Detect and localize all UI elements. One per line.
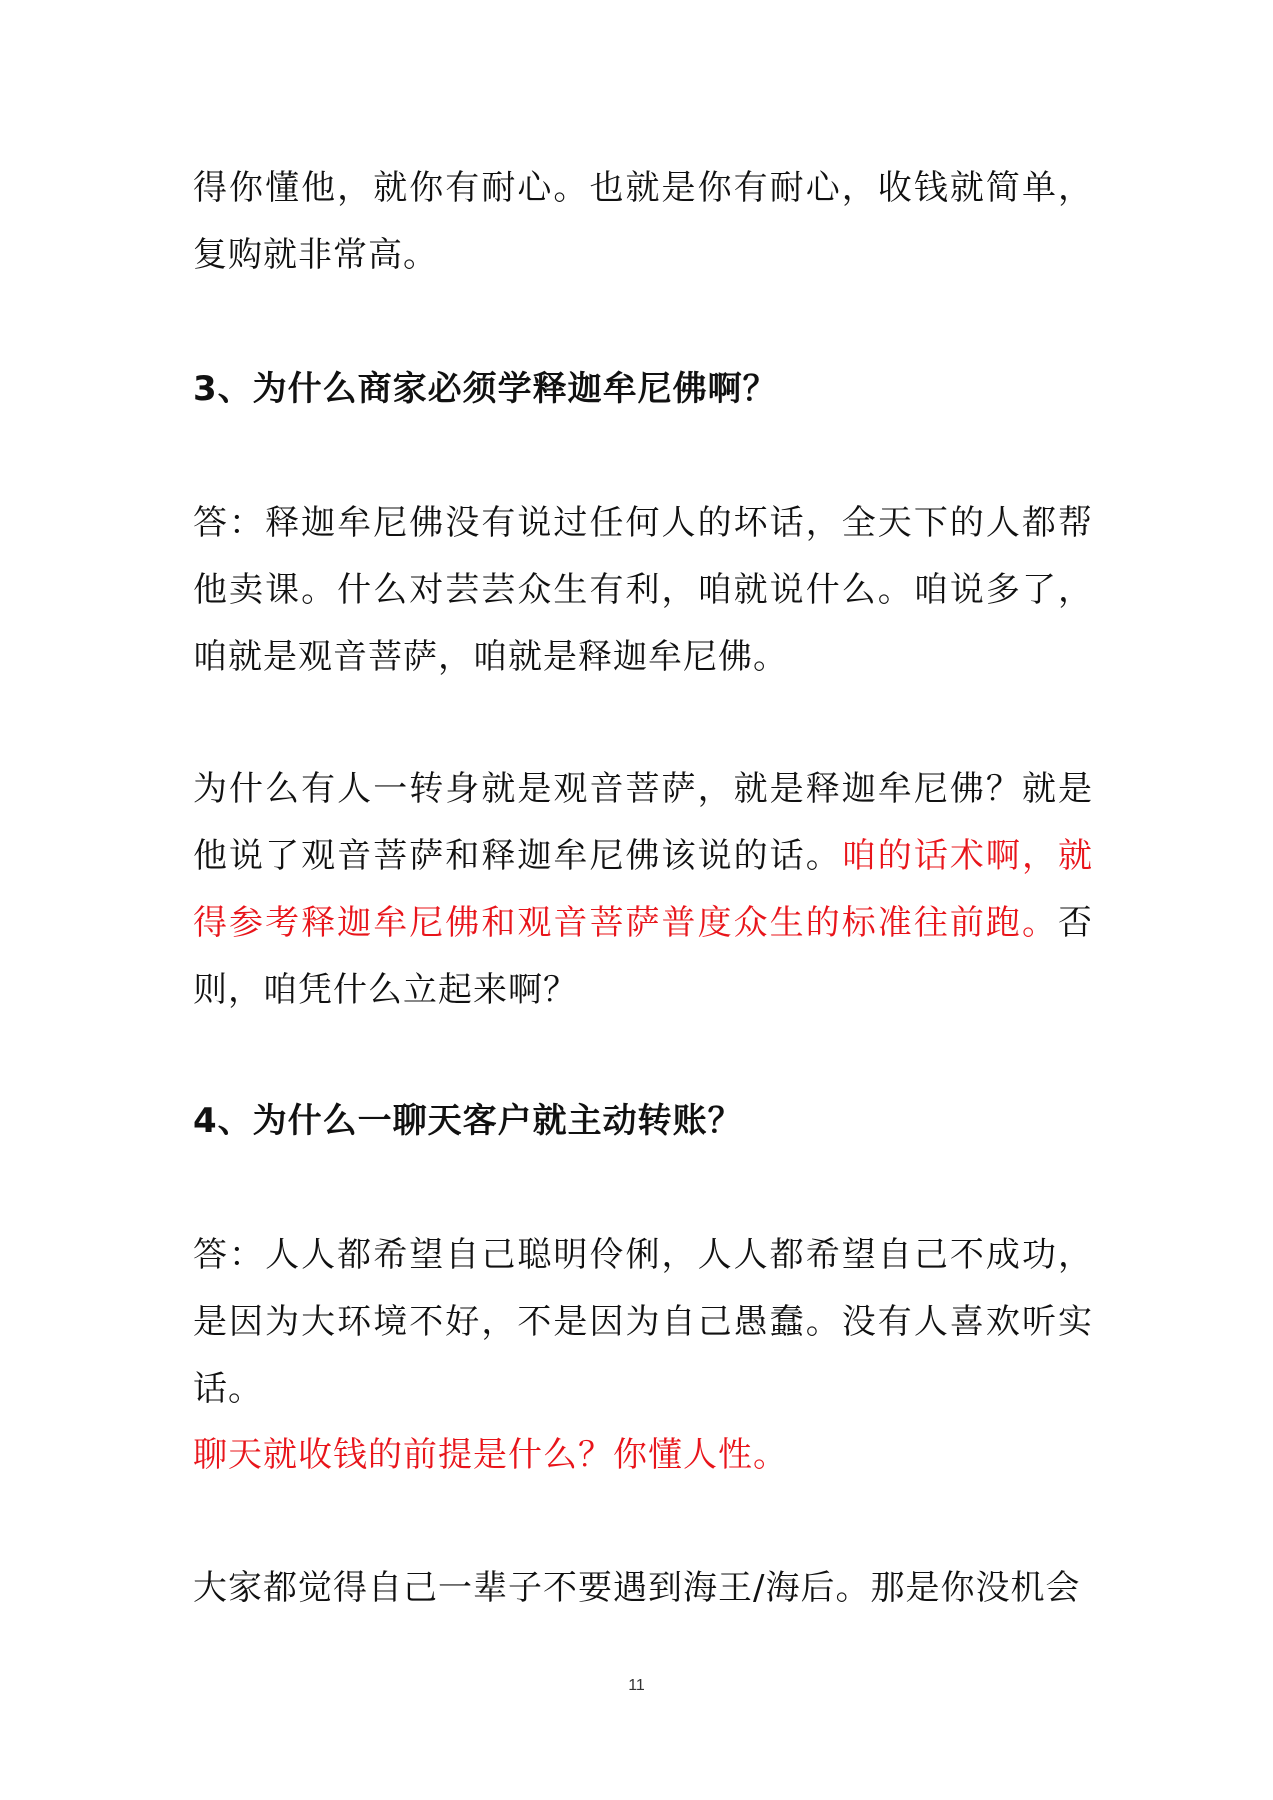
paragraph-intro: 得你懂他，就你有耐心。也就是你有耐心，收钱就简单，复购就非常高。 [193, 168, 1093, 275]
highlight-text: 咱的话术啊，就得参考释迦牟尼佛和观音菩萨普度众生的标准往前跑。 [193, 836, 1093, 943]
page-number: 11 [628, 1677, 645, 1694]
heading-question-4: 4、为什么一聊天客户就主动转账？ [193, 1101, 743, 1141]
followup-text: 为什么有人一转身就是观音菩萨，就是释迦牟尼佛？就是他说了观音菩萨和释迦牟尼佛该说的话。 [193, 769, 1093, 876]
paragraph-followup-3 [193, 756, 1093, 1024]
paragraph-answer-3: 答：释迦牟尼佛没有说过任何人的坏话，全天下的人都帮他卖课。什么对芸芸众生有利，咱就说什么。咱说多了，咱就是观音菩萨，咱就是释迦牟尼佛。 [193, 503, 1093, 677]
heading-question-3: 3、为什么商家必须学释迦牟尼佛啊？ [193, 369, 778, 409]
highlight-paragraph: 聊天就收钱的前提是什么？你懂人性。 [193, 1435, 788, 1475]
followup-text-end: 否则，咱凭什么立起来啊？ [193, 903, 1093, 1010]
paragraph-closing: 大家都觉得自己一辈子不要遇到海王/海后。那是你没机会 [193, 1568, 1081, 1608]
paragraph-answer-4: 答：人人都希望自己聪明伶俐，人人都希望自己不成功，是因为大环境不好，不是因为自己愚蠢。没有人喜欢听实话。 [193, 1235, 1093, 1409]
